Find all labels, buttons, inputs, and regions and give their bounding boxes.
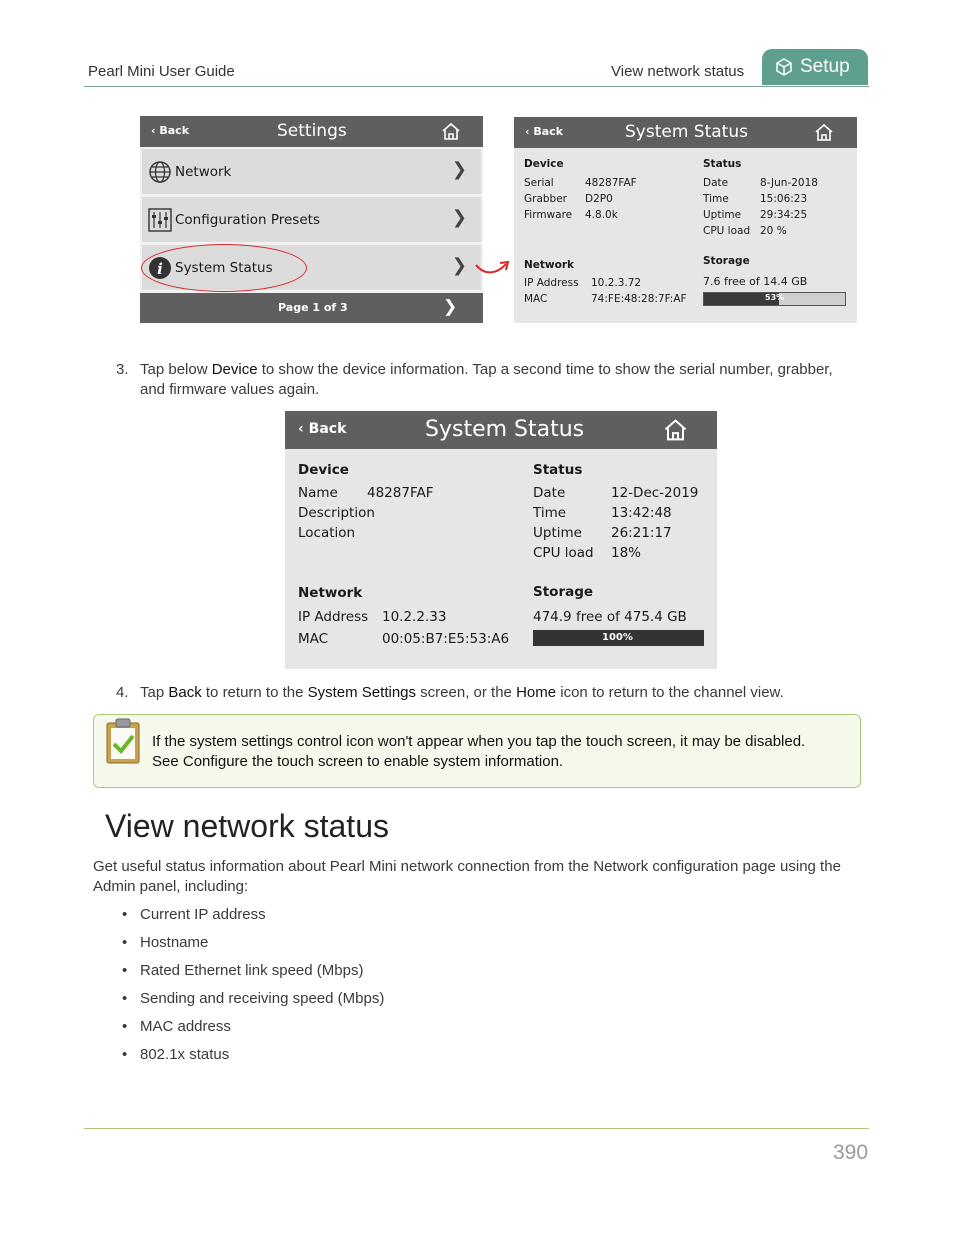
footer-rule	[84, 1128, 869, 1129]
step-text: to show the device information. Tap a second time to show the serial number, grabber,	[257, 361, 833, 378]
status-key: Date	[703, 177, 729, 189]
storage-text: 7.6 free of 14.4 GB	[703, 275, 808, 288]
network-key: MAC	[524, 293, 548, 305]
back-button[interactable]: ‹ Back	[298, 421, 347, 437]
device-key: Description	[298, 505, 375, 521]
note-text: to enable system information.	[362, 753, 564, 770]
storage-heading: Storage	[533, 584, 594, 600]
page-number: 390	[833, 1141, 869, 1164]
status-key: Time	[703, 193, 729, 205]
status-value: 13:42:48	[611, 505, 672, 521]
network-heading: Network	[524, 259, 575, 271]
step-term: Home	[516, 684, 557, 701]
back-label: Back	[533, 125, 564, 138]
list-item: • Sending and receiving speed (Mbps)	[122, 990, 385, 1007]
home-icon[interactable]	[814, 123, 834, 142]
system-status-screen-large	[285, 411, 717, 669]
status-value: 29:34:25	[760, 209, 808, 221]
network-key: MAC	[298, 631, 329, 647]
device-key: Name	[298, 485, 338, 501]
system-status-label: System Status	[175, 260, 273, 276]
device-value: 48287FAF	[367, 485, 434, 501]
status-heading: Status	[703, 158, 742, 170]
next-page-button[interactable]: ❯	[443, 297, 458, 317]
network-heading: Network	[298, 585, 363, 601]
touch-screen-link[interactable]: Configure the touch screen	[182, 753, 363, 770]
step-number: 3.	[116, 361, 129, 378]
setup-tab[interactable]	[762, 49, 868, 85]
globe-icon	[148, 160, 172, 184]
step-3	[116, 360, 866, 400]
network-value: 10.2.3.72	[591, 277, 642, 289]
step-text: screen, or the	[416, 684, 517, 701]
list-item-text: Current IP address	[140, 906, 266, 923]
status-value: 26:21:17	[611, 525, 672, 541]
page-title: View network status	[105, 808, 389, 844]
storage-bar	[703, 292, 846, 306]
status-title-bar	[285, 411, 717, 449]
device-key: Serial	[524, 177, 554, 189]
storage-bar	[533, 630, 704, 646]
settings-item-network[interactable]	[142, 149, 481, 196]
network-value: 74:FE:48:28:7F:AF	[591, 293, 687, 305]
status-key: Uptime	[533, 525, 582, 541]
network-key: IP Address	[524, 277, 579, 289]
clipboard-check-icon	[104, 717, 142, 765]
cube-icon	[774, 57, 794, 77]
list-item: • Current IP address	[122, 906, 266, 923]
status-value: 20 %	[760, 225, 787, 237]
storage-text: 474.9 free of 475.4 GB	[533, 609, 687, 625]
settings-item-configuration-presets[interactable]	[142, 197, 481, 244]
settings-screen	[140, 116, 483, 323]
list-item: • MAC address	[122, 1018, 231, 1035]
home-icon[interactable]	[441, 122, 461, 141]
svg-text:i: i	[157, 260, 163, 278]
section-title: View network status	[611, 63, 745, 80]
guide-title: Pearl Mini User Guide	[88, 63, 235, 80]
status-title-bar	[514, 117, 857, 148]
step-4	[116, 683, 866, 703]
status-key: Uptime	[703, 209, 742, 221]
status-key: CPU load	[533, 545, 594, 561]
status-key: CPU load	[703, 225, 751, 237]
status-value: 8-Jun-2018	[760, 177, 818, 189]
note-text: See	[152, 753, 183, 770]
chevron-right-icon: ❯	[451, 159, 467, 180]
pager-label: Page 1 of 3	[278, 301, 348, 314]
network-label: Network	[175, 164, 232, 180]
status-heading: Status	[533, 462, 583, 478]
back-button[interactable]: ‹ Back	[525, 125, 564, 138]
step-text: to return to the	[201, 684, 308, 701]
sliders-icon	[148, 208, 172, 232]
home-icon[interactable]	[663, 418, 688, 442]
step-text: Tap	[140, 684, 169, 701]
step-term: Device	[211, 361, 258, 378]
list-item-text: Rated Ethernet link speed (Mbps)	[140, 962, 364, 979]
configuration-presets-label: Configuration Presets	[175, 212, 320, 228]
device-key: Firmware	[524, 209, 573, 221]
intro-text: Get useful status information about Pearl Mini network connection from the Network configuration page using the	[93, 858, 841, 875]
network-value: 10.2.2.33	[382, 609, 447, 625]
list-item: • Rated Ethernet link speed (Mbps)	[122, 962, 364, 979]
device-heading: Device	[524, 158, 564, 170]
back-label: Back	[159, 124, 190, 137]
list-item: • 802.1x status	[122, 1046, 230, 1063]
storage-percent: 53%	[765, 293, 785, 302]
network-key: IP Address	[298, 609, 369, 625]
setup-tab-label: Setup	[800, 56, 850, 77]
note-text: If the system settings control icon won't appear when you tap the touch screen, it may be disabled.	[152, 733, 806, 750]
back-button[interactable]: ‹ Back	[151, 124, 190, 137]
device-key: Location	[298, 525, 356, 541]
highlight-ring	[141, 244, 307, 292]
note-box	[93, 714, 861, 788]
pager-bar	[140, 293, 483, 323]
list-item-text: Hostname	[140, 934, 209, 951]
intro-text: Admin panel, including:	[93, 878, 249, 895]
list-item: • Hostname	[122, 934, 209, 951]
chevron-right-icon: ❯	[451, 255, 467, 276]
settings-title: Settings	[277, 121, 347, 141]
status-value: 12-Dec-2019	[611, 485, 699, 501]
step-number: 4.	[116, 684, 129, 701]
network-value: 00:05:B7:E5:53:A6	[382, 631, 510, 647]
settings-title-bar	[140, 116, 483, 147]
system-status-screen-small	[514, 117, 857, 323]
device-value: 48287FAF	[585, 177, 637, 189]
storage-percent: 100%	[602, 632, 633, 643]
arrow-icon	[473, 256, 513, 278]
step-term: System Settings	[307, 684, 417, 701]
device-value: D2P0	[585, 193, 613, 205]
list-item-text: 802.1x status	[140, 1046, 230, 1063]
status-key: Date	[533, 485, 566, 501]
header-rule	[84, 86, 869, 87]
step-text: icon to return to the channel view.	[556, 684, 784, 701]
step-text: Tap below	[140, 361, 212, 378]
status-title: System Status	[625, 122, 748, 142]
status-title: System Status	[425, 417, 585, 442]
status-value: 18%	[611, 545, 642, 561]
chevron-right-icon: ❯	[451, 207, 467, 228]
intro-paragraph	[93, 857, 873, 897]
step-term: Back	[168, 684, 202, 701]
device-heading: Device	[298, 462, 349, 478]
list-item-text: MAC address	[140, 1018, 231, 1035]
device-value: 4.8.0k	[585, 209, 618, 221]
status-value: 15:06:23	[760, 193, 808, 205]
back-label: Back	[308, 421, 347, 437]
step-text: and firmware values again.	[140, 381, 320, 398]
device-key: Grabber	[524, 193, 567, 205]
status-key: Time	[533, 505, 567, 521]
list-item-text: Sending and receiving speed (Mbps)	[140, 990, 385, 1007]
storage-heading: Storage	[703, 255, 750, 267]
